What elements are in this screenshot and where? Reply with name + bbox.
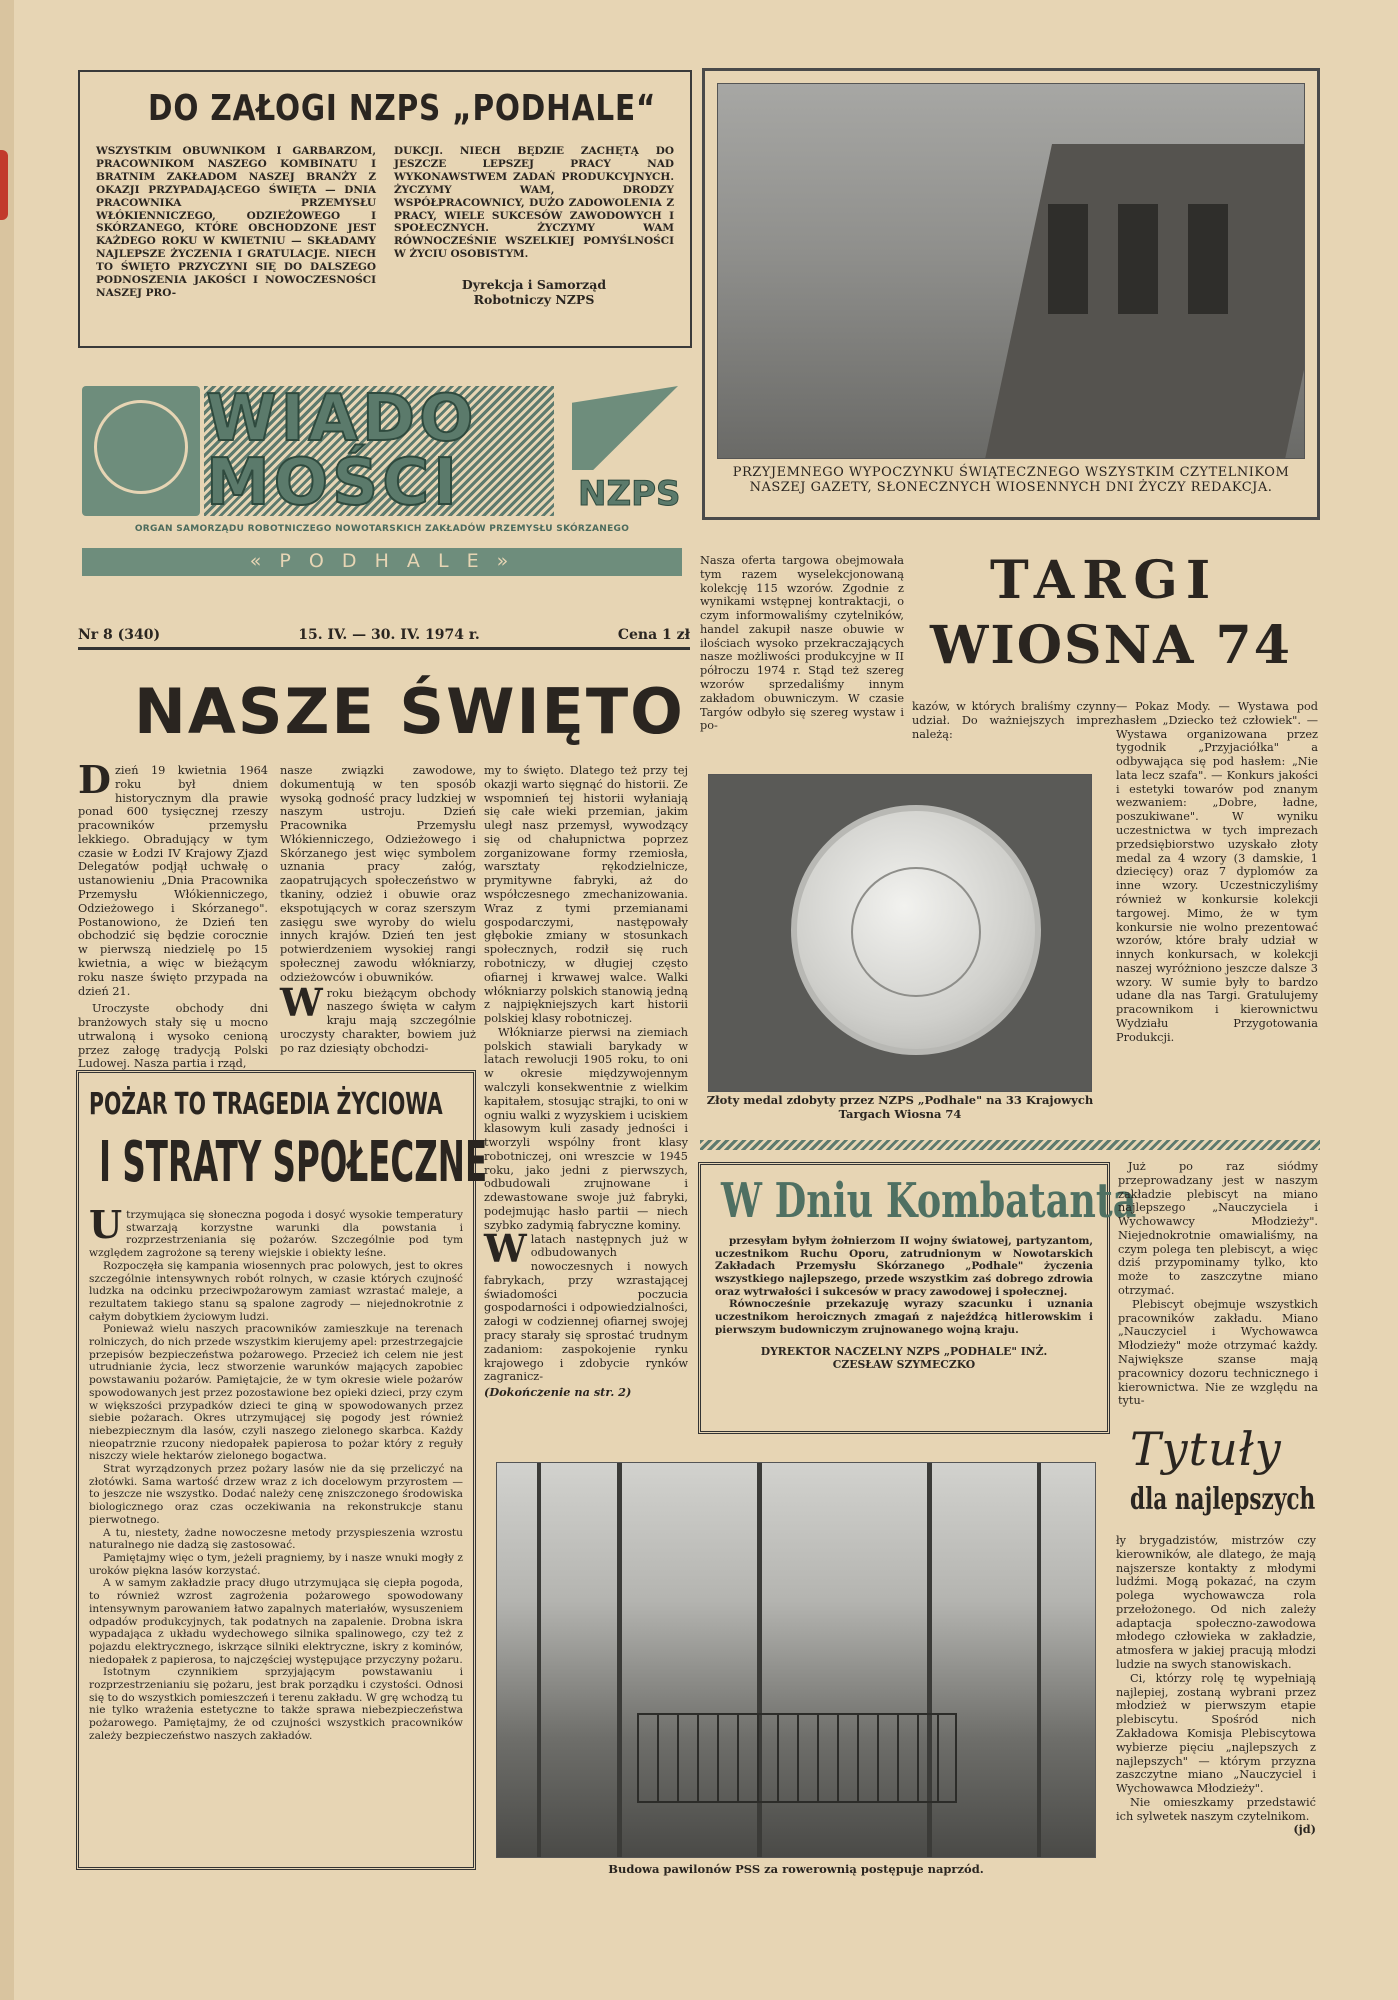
red-mark: [0, 150, 8, 220]
masthead: [82, 384, 682, 594]
masthead-logo: [82, 386, 200, 516]
veteran-p2: Równocześnie przekazuję wyrazy szacunku i uznania uczestnikom heroicznych zmagań z najeźdźcą hitlerowskim i pierwszym budowniczym zrujnowanego wojną kraju.: [715, 1298, 1093, 1336]
titles-p4: Ci, którzy rolę tę wypełniają najlepiej, zostaną wybrani przez młodzież w pierwszym etapie plebiscytu. Spośród nich Zakładowa Komisja Plebiscytowa wybierze pięciu „najlepszych z najlepszych" — którym przyzna zaszczytne miano „Nauczyciel i Wychowawca Młodzieży".: [1116, 1671, 1316, 1796]
fire-p7: A w samym zakładzie pracy długo utrzymująca się ciepła pogoda, to również wzrost zagrożenia pożarowego spowodowany intensywnym parowaniem łatwo zapalnych materiałów, wysuszeniem odpadów produkcyjnych, tak podatnych na zapalenie. Drobna iskra wypadająca z układu wydechowego silnika spalinowego, czy też z pojazdu elektrycznego, iskrzące silniki elektryczne, iskry z kominów, niedopałek z papierosa, to najczęściej występujące przyczyny pożaru.: [89, 1577, 463, 1666]
medal-photo: [708, 774, 1092, 1092]
main-article-col3: [484, 764, 688, 1400]
fair-left-col: Nasza oferta targowa obejmowała tym razem wyselekcjonowaną kolekcję 115 wzorów. Zgodnie z wynikami wstępnej kontraktacji, o czym informowaliśmy czytelników, handel zakupił nasze obuwie w ilościach wysoko przekraczających nasze możliwości produkcyjne w II półroczu 1974 r. Stąd też szereg wzorów sprzedaliśmy innym zakładom obuwniczym. W czasie Targów odbyło się szereg wystaw i po-: [700, 554, 904, 733]
fire-p8: Istotnym czynnikiem sprzyjającym powstawaniu i rozprzestrzenianiu się pożaru, jest brak porządku i czystości. Odnosi się to do wszystkich pomieszczeń i terenu zakładu. W grę wchodzą tu nie tylko wrażenia estetyczne to także sprawa niebezpieczeństwa pożarowego. Pamiętajmy, że od czujności wszystkich pracowników zależy bezpieczeństwo naszych zakładów.: [89, 1666, 463, 1742]
dropcap-d: D: [78, 757, 111, 802]
hatched-divider: [700, 1140, 1320, 1150]
main-article-col2: [280, 764, 476, 1055]
top-photo-frame: [702, 68, 1320, 520]
fair-mid-col: kazów, w których braliśmy czynny udział. Do ważniejszych imprez należą:: [912, 700, 1116, 741]
fire-p1: trzymująca się słoneczna pogoda i dosyć wysokie temperatury stwarzają korzystne warunki dla powstania i rozprzestrzeniania się pożarów. Szczególnie pod tym względem zagrożone są tereny wiejskie i obiekty leśne.: [89, 1209, 463, 1260]
main-article-title: NASZE ŚWIĘTO: [134, 675, 685, 748]
fair-title-1: TARGI: [990, 550, 1219, 611]
bottom-photo-caption: Budowa pawilonów PSS za rowerownią postępuje naprzód.: [608, 1862, 984, 1876]
masthead-name: « P O D H A L E »: [249, 550, 515, 572]
fire-p3: Ponieważ wielu naszych pracowników zamieszkuje na terenach rolniczych, do nich przede wszystkim kierujemy apel: przestrzegajcie przepisów bezpieczeństwa pożarowego. Przecież ich celem nie jest utrudnianie życia, lecz stworzenie warunków mających zapobiec powstawaniu pożarów. Pamiętajcie, że w tym okresie wiele pożarów spowodowanych jest przez pozostawione bez opieki dzieci, przy czym w większości przypadków dzieci te giną w spowodowanych przez siebie pożarach. Okres utrzymującej się pogody jest również niebezpiecznym dla lasów, czyli naszego zielonego skarbca. Każdy nieopatrznie rzucony niedopałek papierosa to pożar który z reguły niszczy wiele hektarów zielonego bogactwa.: [89, 1323, 463, 1463]
dropcap-w: W: [280, 979, 323, 1025]
main-col2b-text: roku bieżącym obchody naszego święta w całym kraju mają szczególnie uroczysty charakter, bowiem już po raz dziesiąty obchodzi-: [280, 986, 476, 1055]
titles-intro-text: Już po raz siódmy przeprowadzany jest w naszym zakładzie plebiscyt na miano najlepszego „Nauczyciela i Wychowawcy Młodzieży". Niejednokrotnie omawialiśmy, na czym polega ten plebiscyt, a więc dziś przypominamy tylko, kto może to zaszczytne miano otrzymać.: [1118, 1160, 1318, 1298]
main-col3-text: my to święto. Dlatego też przy tej okazji warto sięgnąć do historii. Ze wspomnień tej historii wyłaniają się całe wieki przemian, jakim uległ nasz przemysł, wywodzący się od chałupnictwa poprzez zorganizowane formy rzemiosła, warsztaty rękodzielnicze, prymitywne fabryki, aż do współczesnego zmechanizowania. Wraz z tymi przemianami gospodarczymi, następowały głębokie zmiany w stosunkach społecznych, rodził się ruch robotniczy, w długiej często ofiarnej i krwawej walce. Walki włókniarzy polskich stanowią jedną z najpiękniejszych kart historii polskiej klasy robotniczej.: [484, 764, 688, 1026]
titles-body: [1116, 1534, 1316, 1837]
titles-signature: (jd): [1293, 1822, 1316, 1837]
titles-heading-1: Tytuły: [1130, 1422, 1282, 1476]
fire-p2: Rozpoczęła się kampania wiosennych prac polowych, jest to okres szczególnie intensywnych robót rolnych, w czasie których czujność ludzka na odcinku przeciwpożarowym zamiast wzrastać maleje, a rezultatem takiego stanu są spalone zagrody — niejednokrotnie z całym dobytkiem życiowym ludzi.: [89, 1259, 463, 1323]
issue-line: [78, 622, 690, 650]
main-col3b-text: Włókniarze pierwsi na ziemiach polskich stawiali barykady w latach rewolucji 1905 roku, to oni w okresie międzywojennym walczyli konsekwentnie z wielkim kapitałem, stosując strajki, to oni w ogniu walki z wyzyskiem i uciskiem klasowym kuli zasady jedności i tworzyli wspólny front klasy robotniczej, oni wreszcie w 1945 roku, jako jedni z pierwszych, odbudowali zrujnowane i zdewastowane swoje już fabryki, podejmując hasło partii — niech szybko zadymią fabryczne kominy.: [484, 1025, 688, 1232]
titles-p3: ły brygadzistów, mistrzów czy kierowników, ale dlatego, że mają najszersze kontakty z młodymi ludźmi. Mogą pokazać, na czym polega wychowawcza rola przełożonego. Od nich zależy adaptacja społeczno-zawodowa młodego człowieka w zakładzie, atmosfera w jakiej pracują młodzi ludzie na swych stanowiskach.: [1116, 1534, 1316, 1672]
masthead-nzps: NZPS: [578, 474, 681, 514]
masthead-title-line2: MOŚCI: [206, 446, 461, 520]
fair-right-col: — Pokaz Mody. — Wystawa pod hasłem „Dziecko też człowiek". — Wystawa organizowana przez tygodnik „Przyjaciółka" a odbywająca się pod hasłem: „Nie lata lecz szafa". — Konkurs jakości i estetyki towarów pod znanym wezwaniem: „Dobre, ładne, poszukiwane". W wyniku uczestnictwa w tych imprezach przedsiębiorstwo uzyskało złoty medal za 4 wzory (3 damskie, 1 dziecięcy) oraz 7 dyplomów za inne wzory. Uczestniczyliśmy również w konkursie kolekcji targowej. Mimo, że w tym konkursie nie wolno prezentować wzorów, które brały udział w innych konkursach, w kolekcji naszej wyróżniono jeszcze dalsze 3 wzory. W sumie były to bardzo udane dla nas Targi. Gratulujemy pracownikom i kierownictwu Wydziału Przygotowania Produkcji.: [1116, 700, 1318, 1044]
dropcap-w2: W: [484, 1225, 527, 1271]
header-box-signature: Dyrekcja i Samorząd Robotniczy NZPS: [461, 277, 607, 308]
main-col2-text: nasze związki zawodowe, dokumentują w ten sposób wysoką godność pracy ludzkiej w naszym ustroju. Dzień Pracownika Przemysłu Włókienniczego, Odzieżowego i Skórzanego jest więc symbolem uznania pracy załóg, zaopatrujących społeczeństwo w tkaniny, odzież i obuwie oraz ekspotujących w coraz szerszym zasięgu swe wyroby do wielu innych krajów. Dzień ten jest potwierdzeniem wysokiej rangi społecznej zawodu włókniarzy, odzieżowców i obuwników.: [280, 764, 476, 984]
fire-title-1: POŻAR TO TRAGEDIA ŻYCIOWA: [89, 1087, 443, 1122]
fire-p6: Pamiętajmy więc o tym, jeżeli pragniemy, by i nasze wnuki mogły z uroków piękna lasów korzystać.: [89, 1551, 463, 1577]
titles-p5: Nie omieszkamy przedstawić ich sylwetek naszym czytelnikom.: [1116, 1795, 1316, 1823]
titles-p2: Plebiscyt obejmuje wszystkich pracowników zakładu. Miano „Nauczyciel i Wychowawca Młodzieży" może otrzymać każdy. Największe szanse mają pracownicy dozoru technicznego i kierownictwa. Nie ze względu na tytu-: [1118, 1297, 1318, 1408]
veteran-p1: przesyłam byłym żołnierzom II wojny światowej, partyzantom, uczestnikom Ruchu Oporu, zatrudnionym w Nowotarskich Zakładach Przemysłu Skórzanego „Podhale" życzenia wszystkiego najlepszego, przede wszystkim zaś dobrego zdrowia oraz wytrwałości i sukcesów w pracy zawodowej i społecznej.: [715, 1235, 1093, 1298]
veteran-box: [698, 1162, 1137, 1434]
left-margin-strip: [0, 0, 14, 2000]
main-col3c-text: latach następnych już w odbudowanych nowoczesnych i nowych fabrykach, przy wzrastającej świadomości poczucia gospodarności i odpowiedzialności, załogi w codziennej ofiarnej swojej pracy starały się sprostać trudnym zadaniom: zaspokojenie rynku krajowego i zdobycie rynków zagranicz-: [484, 1232, 688, 1384]
header-box-title: DO ZAŁOGI NZPS „PODHALE“: [148, 88, 657, 129]
header-box-text-right: DUKCJI. NIECH BĘDZIE ZACHĘTĄ DO JESZCZE LEPSZEJ PRACY NAD WYKONAWSTWEM ZADAŃ PRODUKCYJNYCH. ŻYCZYMY WAM, DRODZY WSPÓŁPRACOWNICY, DUŻO ZADOWOLENIA Z PRACY, WIELE SUKCESÓW ZAWODOWYCH I SPOŁECZNYCH. ŻYCZYMY WAM RÓWNOCZEŚNIE WSZELKIEJ POMYŚLNOŚCI W ŻYCIU OSOBISTYM.: [394, 145, 674, 261]
fair-title-2: WIOSNA 74: [930, 615, 1292, 676]
main-article-col1: [78, 757, 268, 1071]
dropcap-u: U: [89, 1202, 123, 1247]
fire-title-2: I STRATY SPOŁECZNE: [99, 1130, 488, 1195]
main-col1b-text: Uroczyste obchody dni branżowych stały się u mocno utrwaloną i wysoko cenioną przez załogę tradycją Polski Ludowej. Nasza partia i rząd,: [78, 1002, 268, 1071]
header-box-text-left: WSZYSTKIM OBUWNIKOM I GARBARZOM, PRACOWNIKOM NASZEGO KOMBINATU I BRATNIM ZAKŁADOM NASZEJ BRANŻY Z OKAZJI PRZYPADAJĄCEGO ŚWIĘTA — DNIA PRACOWNIKA PRZEMYSŁU WŁÓKIENNICZEGO, ODZIEŻOWEGO I SKÓRZANEGO, KTÓRE OBCHODZONE JEST KAŻDEGO ROKU W KWIETNIU — SKŁADAMY NAJLEPSZE ŻYCZENIA I GRATULACJE. NIECH TO ŚWIĘTO PRZYCZYNI SIĘ DO DALSZEGO PODNOSZENIA JAKOŚCI I NOWOCZESNOŚCI NASZEJ PRO-: [96, 145, 376, 299]
fire-article-box: [76, 1070, 488, 1870]
masthead-feather: [572, 386, 678, 470]
medal-caption: Złoty medal zdobyty przez NZPS „Podhale" na 33 Krajowych Targach Wiosna 74: [706, 1093, 1094, 1121]
titles-intro: [1118, 1160, 1318, 1408]
veteran-title: W Dniu Kombatanta: [721, 1173, 1137, 1229]
masthead-title-line1: WIADO: [206, 382, 478, 456]
masthead-subtitle: ORGAN SAMORZĄDU ROBOTNICZEGO NOWOTARSKICH ZAKŁADÓW PRZEMYSŁU SKÓRZANEGO: [134, 524, 630, 534]
issue-price: Cena 1 zł: [617, 626, 690, 643]
issue-number: Nr 8 (340): [78, 626, 161, 643]
top-photo-caption: PRZYJEMNEGO WYPOCZYNKU ŚWIĄTECZNEGO WSZYSTKIM CZYTELNIKOM NASZEJ GAZETY, SŁONECZNYCH WIOSENNYCH DNI ŻYCZY REDAKCJA.: [732, 465, 1290, 496]
fire-p4: Strat wyrządzonych przez pożary lasów nie da się przeliczyć na złotówki. Sama wartość drzew wraz z ich docelowym przyrostem — to jeszcze nie wszystko. Dodać należy cenę zniszczonego środowiska biologicznego oraz czas oczekiwania na rekonstrukcje stanu pierwotnego.: [89, 1463, 463, 1526]
main-continued: (Dokończenie na str. 2): [484, 1385, 632, 1400]
titles-heading-2: dla najlepszych: [1130, 1482, 1316, 1517]
issue-dates: 15. IV. — 30. IV. 1974 r.: [298, 626, 480, 643]
veteran-signature: DYREKTOR NACZELNY NZPS „PODHALE" INŻ. CZESŁAW SZYMECZKO: [760, 1344, 1048, 1371]
header-box: [78, 70, 692, 348]
fire-p5: A tu, niestety, żadne nowoczesne metody przyspieszenia wzrostu naturalnego nie dadzą się zastosować.: [89, 1526, 463, 1552]
bottom-photo: [496, 1462, 1096, 1858]
top-photo: [717, 83, 1305, 459]
main-col1-text: zień 19 kwietnia 1964 roku był dniem historycznym dla prawie ponad 600 tysięcznej rzeszy pracowników przemysłu lekkiego. Obradujący w tym czasie w Łodzi IV Krajowy Zjazd Delegatów podjął uchwałę o ustanowieniu „Dnia Pracownika Przemysłu Włókienniczego, Odzieżowego i Skórzanego". Postanowiono, że Dzień ten obchodzić się będzie corocznie w pierwszą niedzielę po 15 kwietnia, a więc w bieżącym roku nasze święto przypada na dzień 21.: [78, 764, 268, 998]
